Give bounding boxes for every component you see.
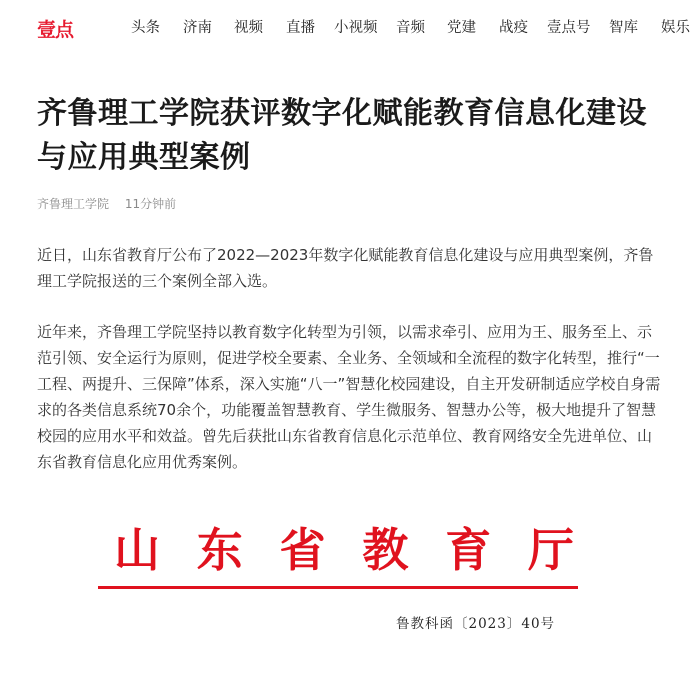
nav-item-epidemic[interactable]: 战疫 [499, 20, 528, 36]
nav-item-live[interactable]: 直播 [286, 20, 315, 36]
nav-item-think-tank[interactable]: 智库 [609, 20, 638, 36]
letterhead-char: 厅 [527, 523, 574, 577]
nav-item-yidian-hao[interactable]: 壹点号 [547, 20, 591, 36]
article-meta [37, 195, 176, 212]
nav-item-audio[interactable]: 音频 [396, 20, 425, 36]
letterhead-char: 东 [196, 523, 243, 577]
nav-item-video[interactable]: 视频 [234, 20, 263, 36]
letterhead-char: 山 [114, 523, 160, 577]
nav-item-headlines[interactable]: 头条 [131, 20, 160, 36]
article-source-link[interactable]: 齐鲁理工学院 [37, 197, 110, 211]
letterhead-char: 育 [445, 523, 492, 577]
document-letterhead [114, 520, 574, 580]
nav-item-party[interactable]: 党建 [447, 20, 476, 36]
nav-item-jinan[interactable]: 济南 [183, 20, 212, 36]
article-paragraph: 近年来，齐鲁理工学院坚持以教育数字化转型为引领，以需求牵引、应用为王、服务至上、示范引领、安全运行为原则，促进学校全要素、全业务、全领域和全流程的数字化转型，推行“一工程、两提升、三保障”体系，深入实施“八一”智慧化校园建设，自主开发研制适应学校自身需求的各类信息系统70余个，功能覆盖智慧教育、学生微服务、智慧办公等，极大地提升了智慧校园的应用水平和效益。曾先后获批山东省教育信息化示范单位、教育网络安全先进单位、山东省教育信息化应用优秀案例。 [37, 323, 661, 471]
letterhead-red-rule [98, 586, 578, 589]
top-navigation-bar [0, 0, 700, 62]
channel-nav [0, 18, 700, 42]
article-title: 齐鲁理工学院获评数字化赋能教育信息化建设与应用典型案例 [37, 96, 647, 175]
article-paragraph: 近日，山东省教育厅公布了2022—2023年数字化赋能教育信息化建设与应用典型案例，齐鲁理工学院报送的三个案例全部入选。 [37, 246, 654, 290]
document-number: 鲁教科函〔2023〕40号 [396, 616, 556, 632]
letterhead-char: 省 [279, 523, 326, 577]
nav-item-entertainment[interactable]: 娱乐 [661, 20, 690, 36]
nav-item-short-video[interactable]: 小视频 [334, 20, 378, 36]
article-timestamp: 11分钟前 [124, 197, 177, 211]
logo-text: 壹点 [37, 18, 74, 41]
letterhead-char: 教 [362, 523, 409, 577]
official-document-image [98, 520, 578, 640]
